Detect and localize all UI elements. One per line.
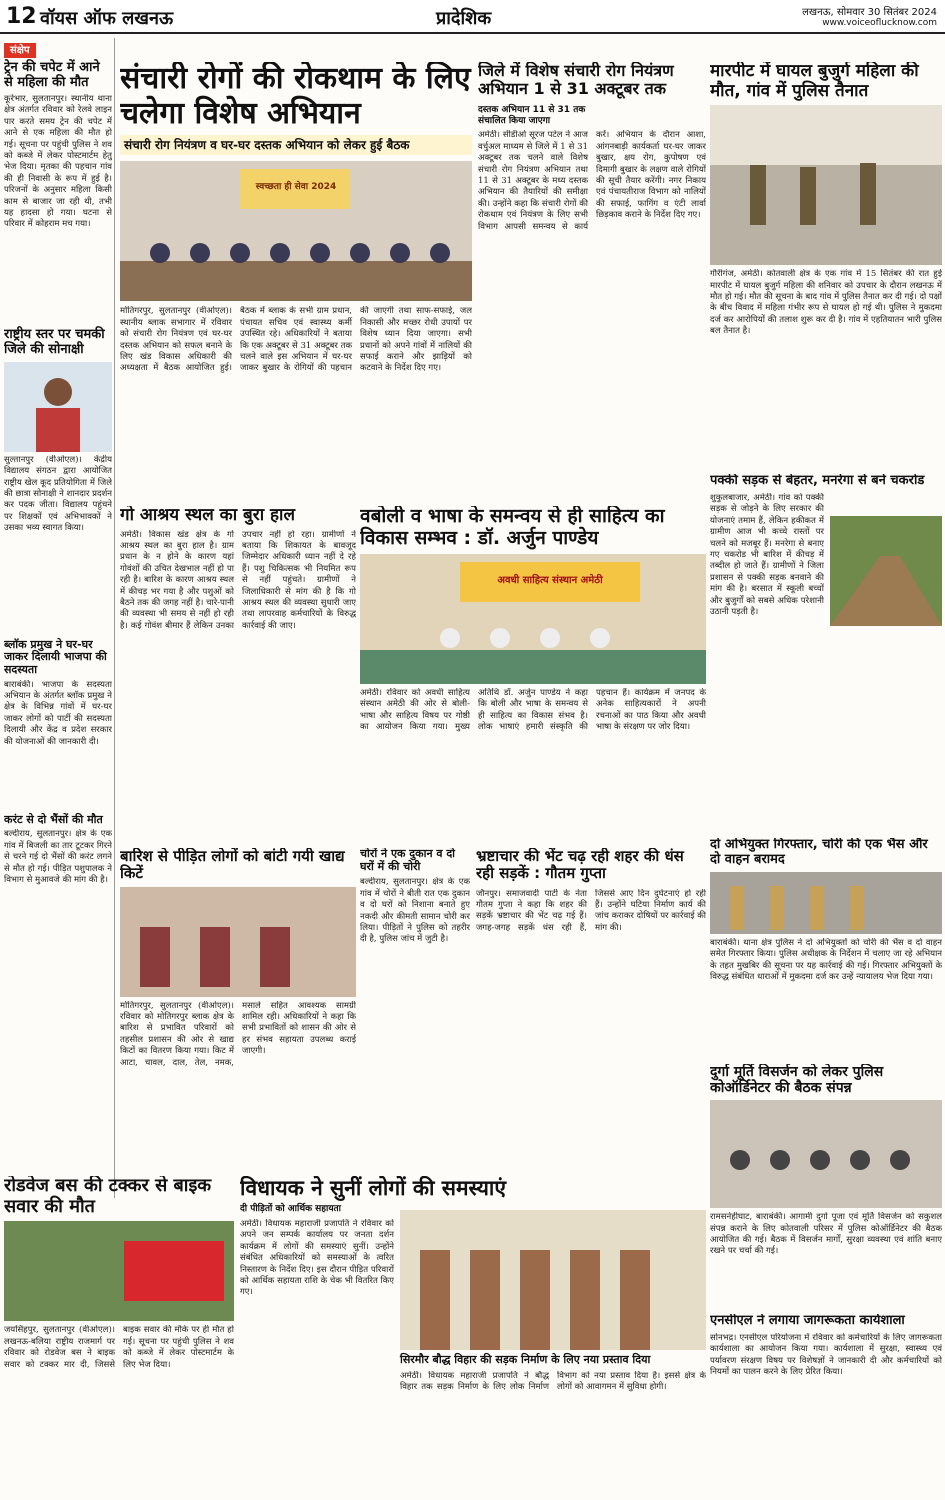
ncl-body: सोनभद्र। एनसीएल परियोजना में रविवार को कर्मचारियों के लिए जागरूकता कार्यशाला का आयोजन किया गया। कार्यशाला में सुरक्षा, स्वास्थ्य एवं पर्यावरण संरक्षण विषय पर विशेषज्ञों ने जानकारी दी और कर्मचारियों को नियमों का पालन करने के लिए प्रेरित किया। bbox=[710, 1332, 942, 1378]
assault-body: गौरीगंज, अमेठी। कोतवाली क्षेत्र के एक गांव में 15 सितंबर की रात हुई मारपीट में घायल बुजुर्ग महिला की शनिवार को उपचार के दौरान लखनऊ में मौत हो गई। मौत की सूचना के बाद गांव में पुलिस तैनात कर दी गई। दो पक्षों के बीच विवाद में महिला गंभीर रूप से घायल हो गई थी। पुलिस ने मुकदमा दर्ज कर आरोपियों की तलाश शुरू कर दी है। गांव में एहतियातन भारी पुलिस बल तैनात है। bbox=[710, 269, 942, 337]
literature-body: अमेठी। रविवार को अवधी साहित्य संस्थान अमेठी की ओर से बोली-भाषा और साहित्य विषय पर गोष्ठी का आयोजन किया गया। मुख्य अतिथि डॉ. अर्जुन पाण्डेय ने कहा कि बोली और भाषा के समन्वय से ही साहित्य का विकास संभव है। लोक भाषाएं हमारी संस्कृति की पहचान हैं। कार्यक्रम में जनपद के अनेक साहित्यकारों ने अपनी रचनाओं का पाठ किया और अवधी भाषा के संरक्षण पर जोर दिया। bbox=[360, 687, 706, 732]
campaign-kicker: दस्तक अभियान 11 से 31 तक संचालित किया जाएगा bbox=[478, 104, 586, 126]
brief-headline-2: राष्ट्रीय स्तर पर चमकी जिले की सोनाक्षी bbox=[4, 326, 105, 357]
mla-body: अमेठी। विधायक महाराजी प्रजापति ने रविवार को अपने जन सम्पर्क कार्यालय पर जनता दर्शन कार्यक्रम में लोगों की समस्याएं सुनीं। उन्होंने संबंधित अधिकारियों को समस्याओं के त्वरित निस्तारण के निर्देश दिए। इस दौरान पीड़ित परिवारों को आर्थिक सहायता राशि के चेक भी वितरित किए गए। bbox=[240, 1218, 394, 1298]
section-title: प्रादेशिक bbox=[436, 8, 492, 29]
arrest-body: बाराबंकी। थाना क्षेत्र पुलिस ने दो अभियुक्तों को चोरी की भैंस व दो वाहन समेत गिरफ्तार किया। पुलिस अधीक्षक के निर्देशन में चलाए जा रहे अभियान के तहत मुखबिर की सूचना पर यह कार्रवाई की गई। गिरफ्तार अभियुक्तों के विरुद्ध संबंधित धाराओं में मुकदमा दर्ज कर उन्हें न्यायालय भेज दिया गया। bbox=[710, 937, 942, 983]
literature-story bbox=[360, 506, 706, 842]
theft-story bbox=[360, 848, 470, 1168]
bus-body: जयसिंहपुर, सुलतानपुर (वीओएल)। लखनऊ-बलिया राष्ट्रीय राजमार्ग पर रविवार को रोडवेज बस ने बाइक सवार को टक्कर मार दी, जिससे बाइक सवार की मौके पर ही मौत हो गई। सूचना पर पहुंची पुलिस ने शव को कब्जे में लेकर पोस्टमार्टम के लिए भेज दिया। bbox=[4, 1325, 234, 1370]
corruption-body: जौनपुर। समाजवादी पार्टी के नेता गौतम गुप्ता ने कहा कि शहर की सड़कें भ्रष्टाचार की भेंट चढ़ गई हैं। जगह-जगह सड़कें धंस रही हैं, जिससे आए दिन दुर्घटनाएं हो रही हैं। उन्होंने घटिया निर्माण कार्य की जांच कराकर दोषियों पर कार्रवाई की मांग की। bbox=[476, 888, 706, 933]
durga-story bbox=[710, 1064, 942, 1310]
vihar-story bbox=[400, 1354, 706, 1494]
brief-column bbox=[4, 38, 112, 1238]
bus-headline: रोडवेज बस की टक्कर से बाइक सवार की मौत bbox=[4, 1176, 212, 1217]
brief-body-2: सुल्तानपुर (वीओएल)। केंद्रीय विद्यालय संगठन द्वारा आयोजित राष्ट्रीय खेल कूद प्रतियोगिता में जिले की छात्रा सोनाक्षी ने शानदार प्रदर्शन कर पदक जीता। विद्यालय पहुंचने पर शिक्षकों एवं अभिभावकों ने उसका भव्य स्वागत किया। bbox=[4, 454, 112, 534]
lead-subheadline: संचारी रोग नियंत्रण व घर-घर दस्तक अभियान को लेकर हुई बैठक bbox=[120, 135, 472, 155]
ncl-headline: एनसीएल ने लगाया जागरूकता कार्यशाला bbox=[710, 1314, 905, 1328]
paper-name: वॉयस ऑफ लखनऊ bbox=[40, 8, 174, 29]
brief-headline-4: करंट से दो भैंसों की मौत bbox=[4, 812, 103, 826]
theft-body: बल्दीराय, सुलतानपुर। क्षेत्र के एक गांव में चोरों ने बीती रात एक दुकान व दो घरों को निशाना बनाते हुए नकदी और कीमती सामान चोरी कर लिया। पीड़ितों ने पुलिस को तहरीर दी है, पुलिस जांच में जुटी है। bbox=[360, 877, 470, 945]
vihar-body: अमेठी। विधायक महाराजी प्रजापति ने बौद्ध विहार तक सड़क निर्माण के लिए लोक निर्माण विभाग को नया प्रस्ताव दिया है। इससे क्षेत्र के लोगों को आवागमन में सुविधा होगी। bbox=[400, 1370, 706, 1393]
dateline: लखनऊ, सोमवार 30 सितंबर 2024 bbox=[802, 7, 937, 18]
divider bbox=[114, 38, 115, 1198]
campaign-headline: जिले में विशेष संचारी रोग नियंत्रण अभियान 1 से 31 अक्टूबर तक bbox=[478, 62, 674, 99]
mla-story bbox=[240, 1176, 706, 1496]
brief-body-3: बाराबंकी। भाजपा के सदस्यता अभियान के अंतर्गत ब्लाॅक प्रमुख ने क्षेत्र के विभिन्न गांवों में घर-घर जाकर लोगों को पार्टी की सदस्यता दिलायी और केंद्र व प्रदेश सरकार की योजनाओं की जानकारी दी। bbox=[4, 679, 112, 747]
meeting-photo bbox=[120, 161, 472, 301]
literature-headline: वबोली व भाषा के समन्वय से ही साहित्य का विकास सम्भव : डॉ. अर्जुन पाण्डेय bbox=[360, 506, 665, 549]
assault-story bbox=[710, 62, 942, 470]
brief-label: संक्षेप bbox=[4, 43, 36, 58]
arrest-photo bbox=[710, 872, 942, 934]
corruption-headline: भ्रष्टाचार की भेंट चढ़ रही शहर की धंस रही सड़कें : गौतम गुप्ता bbox=[476, 848, 684, 883]
assault-headline: मारपीट में घायल बुजुर्ग महिला की मौत, गांव में पुलिस तैनात bbox=[710, 62, 919, 101]
road-photo bbox=[830, 516, 942, 626]
police-photo bbox=[710, 105, 942, 265]
bus-story bbox=[4, 1176, 234, 1496]
athlete-photo bbox=[4, 362, 112, 452]
rain-headline: बारिश से पीड़ित लोगों को बांटी गयी खाद्य किटें bbox=[120, 848, 345, 883]
arrest-headline: दो अभियुक्त गिरफ्तार, चोरी की एक भैंस और दो वाहन बरामद bbox=[710, 838, 928, 867]
literature-banner: अवधी साहित्य संस्थान अमेठी bbox=[497, 574, 603, 586]
mla-photo bbox=[400, 1210, 706, 1350]
brief-headline-3: ब्लाॅक प्रमुख ने घर-घर जाकर दिलायी भाजपा की सदस्यता bbox=[4, 637, 107, 677]
rain-photo bbox=[120, 887, 356, 997]
rain-body: मोतिगरपुर, सुलतानपुर (वीओएल)। रविवार को मोतिगरपुर ब्लाक क्षेत्र के बारिश से प्रभावित परिवारों को तहसील प्रशासन की ओर से खाद्य किटों का वितरण किया गया। किट में आटा, चावल, दाल, तेल, नमक, मसाले सहित आवश्यक सामग्री शामिल रही। अधिकारियों ने कहा कि सभी प्रभावितों को शासन की ओर से हर संभव सहायता उपलब्ध कराई जाएगी। bbox=[120, 1000, 356, 1068]
mla-headline: विधायक ने सुनीं लोगों की समस्याएं bbox=[240, 1176, 506, 1200]
campaign-body: अमेठी। सीडीओ सूरज पटेल ने आज वर्चुअल माध्यम से जिले में 1 से 31 अक्टूबर तक चलने वाले विशेष संचारी रोग नियंत्रण अभियान तथा 11 से 31 अक्टूबर के मध्य दस्तक अभियान की तैयारियों की समीक्षा की। उन्होंने कहा कि संचारी रोगों की रोकथाम एवं नियंत्रण के लिए सभी विभाग आपसी समन्वय से कार्य करें। अभियान के दौरान आशा, आंगनबाड़ी कार्यकर्ता घर-घर जाकर बुखार, क्षय रोग, कुपोषण एवं दिमागी बुखार के लक्षण वाले रोगियों की सूची तैयार करेंगी। नगर निकाय एवं पंचायतीराज विभाग को नालियों की सफाई, फागिंग व एंटी लार्वा छिड़काव कराने के निर्देश दिए गए। bbox=[478, 130, 706, 232]
corruption-story bbox=[476, 848, 706, 1168]
ncl-story bbox=[710, 1314, 942, 1496]
brief-body-4: बल्दीराय, सुलतानपुर। क्षेत्र के एक गांव में बिजली का तार टूटकर गिरने से चरने गई दो भैंसों की करंट लगने से मौत हो गई। पीड़ित पशुपालक ने विभाग से मुआवजे की मांग की है। bbox=[4, 829, 112, 885]
road-body: शुकुलबाजार, अमेठी। गांव को पक्की सड़क से जोड़ने के लिए सरकार की योजनाएं तमाम हैं, लेकिन हकीकत में ग्रामीण आज भी कच्चे रास्तों पर चलने को मजबूर हैं। मनरेगा से बनाए गए चकरोड भी बारिश में कीचड़ में तब्दील हो जाते हैं। ग्रामीणों ने जिला प्रशासन से पक्की सड़क बनवाने की मांग की है। बरसात में स्कूली बच्चों और बुजुर्गों को सबसे अधिक परेशानी उठानी पड़ती है। bbox=[710, 492, 824, 617]
durga-photo bbox=[710, 1100, 942, 1208]
lead-headline: संचारी रोगों की रोकथाम के लिए चलेगा विशेष अभियान bbox=[120, 62, 471, 131]
bus-photo bbox=[4, 1221, 234, 1321]
durga-headline: दुर्गा मूर्ति विसर्जन को लेकर पुलिस कोऑर्डिनेटर की बैठक संपन्न bbox=[710, 1064, 884, 1097]
lead-story bbox=[120, 62, 472, 520]
brief-body-1: कूरेभार, सुलतानपुर। स्थानीय थाना क्षेत्र अंतर्गत रविवार को रेलवे लाइन पार करते समय ट्रेन की चपेट में आने से एक महिला की मौत हो गई। सूचना पर पहुंची पुलिस ने शव को कब्जे में लेकर पोस्टमार्टम हेतु भेज दिया। मृतका की पहचान गांव की ही निवासी के रूप में हुई है। परिजनों के अनुसार महिला किसी काम से बाजार जा रही थी, तभी यह हादसा हो गया। घटना से परिवार में कोहराम मच गया। bbox=[4, 93, 112, 230]
page-number: 12 bbox=[6, 4, 37, 29]
campaign-story bbox=[478, 62, 706, 520]
photo-banner: स्वच्छता ही सेवा 2024 bbox=[255, 182, 337, 193]
lead-body: मोतिगरपुर, सुलतानपुर (वीओएल)। स्थानीय ब्लाक सभागार में रविवार को संचारी रोग नियंत्रण एवं घर-घर दस्तक अभियान को सफल बनाने के लिए खंड विकास अधिकारी की अध्यक्षता में बैठक आयोजित हुई। बैठक में ब्लाक के सभी ग्राम प्रधान, पंचायत सचिव एवं स्वास्थ्य कर्मी उपस्थित रहे। अधिकारियों ने बताया कि एक अक्टूबर से 31 अक्टूबर तक चलने वाले इस अभियान में घर-घर जाकर बुखार के रोगियों की पहचान की जाएगी तथा साफ-सफाई, जल निकासी और मच्छर रोधी उपायों पर विशेष ध्यान दिया जाएगा। सभी प्रधानों को अपने गांवों में नालियों की सफाई कराने और झाड़ियों को कटवाने के निर्देश दिए गए। bbox=[120, 306, 472, 374]
shelter-headline: गो आश्रय स्थल का बुरा हाल bbox=[120, 506, 295, 525]
mla-kicker: दी पीड़ितों को आर्थिक सहायता bbox=[240, 1204, 342, 1215]
website: www.voiceoflucknow.com bbox=[822, 18, 937, 28]
arrest-story bbox=[710, 838, 942, 1060]
vihar-headline: सिरमौर बौद्ध विहार की सड़क निर्माण के लिए नया प्रस्ताव दिया bbox=[400, 1353, 651, 1366]
shelter-story bbox=[120, 506, 356, 842]
rain-story bbox=[120, 848, 356, 1168]
shelter-body: अमेठी। विकास खंड क्षेत्र के गो आश्रय स्थल का बुरा हाल है। ग्राम प्रधान के न होने के कारण यहां गोवंशों की उचित देखभाल नहीं हो पा रही है। बारिश के कारण आश्रय स्थल में कीचड़ भर गया है और पशुओं को बैठने तक की जगह नहीं है। चारे-पानी की व्यवस्था भी समय से नहीं हो रही है। कई गोवंश बीमार हैं लेकिन उनका उपचार नहीं हो रहा। ग्रामीणों ने बताया कि शिकायत के बावजूद जिम्मेदार अधिकारी ध्यान नहीं दे रहे हैं। पशु चिकित्सक भी नियमित रूप से नहीं पहुंचते। ग्रामीणों ने जिलाधिकारी से मांग की है कि गो आश्रय स्थल की व्यवस्था सुधारी जाए तथा लापरवाह कर्मचारियों के विरुद्ध कार्रवाई की जाए। bbox=[120, 529, 356, 631]
masthead bbox=[0, 0, 945, 34]
durga-body: रामसनेहीघाट, बाराबंकी। आगामी दुर्गा पूजा एवं मूर्ति विसर्जन को सकुशल संपन्न कराने के लिए कोतवाली परिसर में पुलिस कोऑर्डिनेटर की बैठक आयोजित की गई। बैठक में विसर्जन मार्गों, सुरक्षा व्यवस्था एवं शांति बनाए रखने पर चर्चा की गई। bbox=[710, 1212, 942, 1257]
theft-headline: चोरों ने एक दुकान व दो घरों में की चोरी bbox=[360, 848, 456, 873]
literature-photo bbox=[360, 554, 706, 684]
road-headline: पक्की सड़क से बेहतर, मनरेगा से बने चकरोड bbox=[710, 474, 925, 488]
road-story bbox=[710, 474, 942, 834]
brief-headline-1: ट्रेन की चपेट में आने से महिला की मौत bbox=[4, 60, 100, 90]
